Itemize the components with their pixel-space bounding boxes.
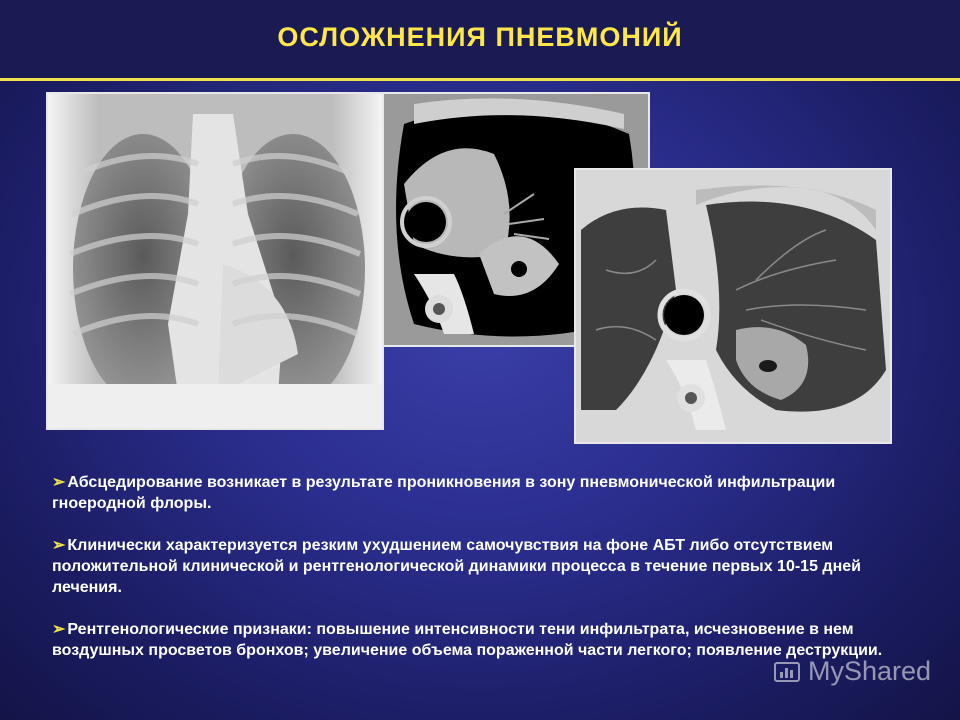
ct-lung-image xyxy=(574,168,892,444)
bullet-arrow-icon: ➢ xyxy=(52,537,66,554)
chest-xray-image xyxy=(46,92,384,430)
bullet-text: Клинически характеризуется резким ухудшением самочувствия на фоне АБТ либо отсутствием положительной клинической и рентгенологической динамики процесса в течение первых 10-15 дней лечения. xyxy=(52,537,861,596)
myshared-logo-icon xyxy=(772,657,802,687)
watermark xyxy=(772,656,931,687)
bullet-item xyxy=(52,472,922,514)
watermark-text: MyShared xyxy=(808,656,932,686)
bullet-list xyxy=(52,472,922,682)
bullet-arrow-icon: ➢ xyxy=(52,621,66,638)
bullet-item xyxy=(52,535,922,598)
title-underline xyxy=(0,78,960,81)
bullet-text: Рентгенологические признаки: повышение интенсивности тени инфильтрата, исчезновение в нем воздушных просветов бронхов; увеличение объема пораженной части легкого; появление деструкции. xyxy=(52,621,883,659)
slide-title: ОСЛОЖНЕНИЯ ПНЕВМОНИЙ xyxy=(277,22,683,52)
bullet-item xyxy=(52,619,922,661)
bullet-text: Абсцедирование возникает в результате проникновения в зону пневмонической инфильтрации гноеродной флоры. xyxy=(52,474,836,512)
bullet-arrow-icon: ➢ xyxy=(52,474,66,491)
